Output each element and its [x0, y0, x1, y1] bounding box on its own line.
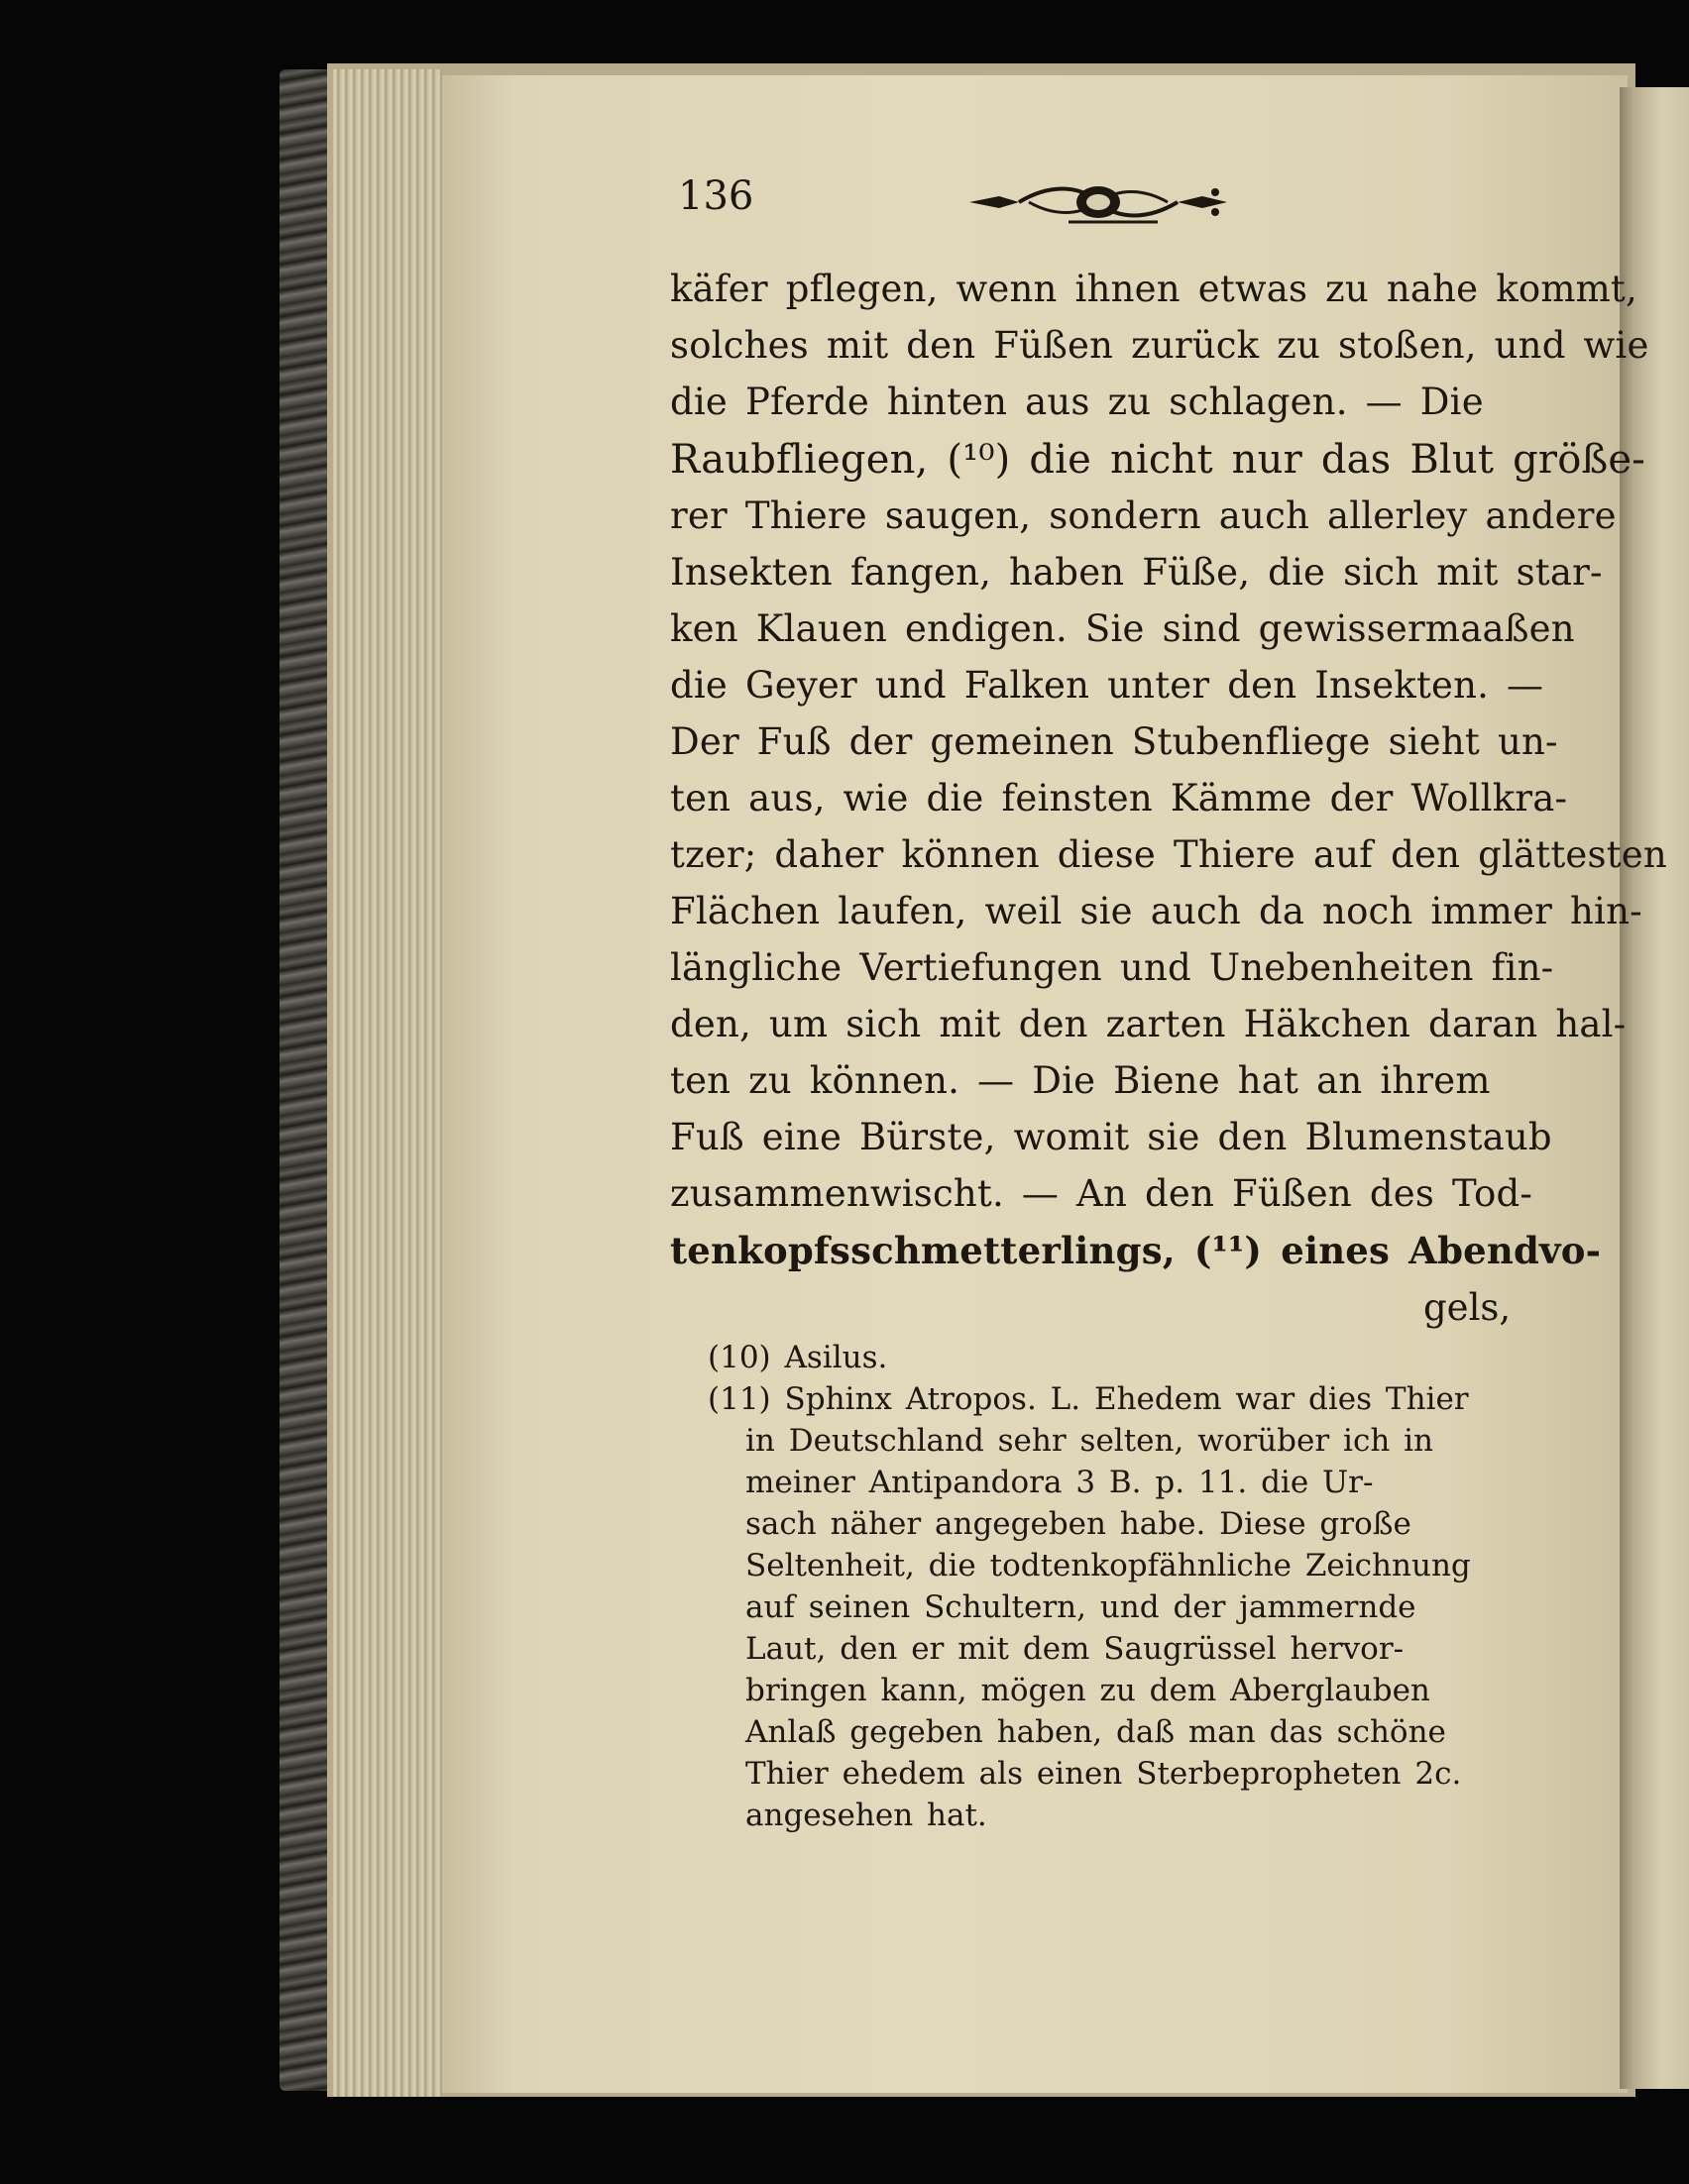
- body-line: rer Thiere saugen, sondern auch allerley andere: [670, 494, 1617, 537]
- body-line: zusammenwischt. — An den Füßen des Tod-: [670, 1172, 1533, 1215]
- footnote-line: Laut, den er mit dem Saugrüssel hervor-: [745, 1631, 1405, 1667]
- catchword: gels,: [1423, 1286, 1512, 1329]
- body-line: den, um sich mit den zarten Häkchen daran hal-: [670, 1003, 1627, 1045]
- page-number: 136: [678, 173, 754, 219]
- footnote-line: auf seinen Schultern, und der jammernde: [745, 1589, 1416, 1625]
- footnote-line: sach näher angegeben habe. Diese große: [745, 1506, 1411, 1542]
- body-line: solches mit den Füßen zurück zu stoßen, und wie: [670, 324, 1649, 367]
- ornament-icon: [959, 174, 1237, 230]
- body-line: ten aus, wie die feinsten Kämme der Wollkra-: [670, 777, 1568, 819]
- body-line: Flächen laufen, weil sie auch da noch immer hin-: [670, 890, 1642, 932]
- footnote-line: angesehen hat.: [745, 1798, 987, 1833]
- footnote-line: Anlaß gegeben haben, daß man das schöne: [745, 1714, 1446, 1750]
- body-line: längliche Vertiefungen und Unebenheiten fin-: [670, 946, 1554, 989]
- body-line: die Pferde hinten aus zu schlagen. — Die: [670, 381, 1484, 423]
- footnote-line: meiner Antipandora 3 B. p. 11. die Ur-: [745, 1465, 1374, 1500]
- footnote-line: in Deutschland sehr selten, worüber ich in: [745, 1423, 1434, 1459]
- footnote-line: Seltenheit, die todtenkopfähnliche Zeichnung: [745, 1548, 1471, 1583]
- footnote-line: Thier ehedem als einen Sterbepropheten 2c.: [745, 1756, 1462, 1792]
- body-line: Insekten fangen, haben Füße, die sich mit star-: [670, 551, 1603, 594]
- body-line: tzer; daher können diese Thiere auf den glättesten: [670, 833, 1667, 876]
- body-line: die Geyer und Falken unter den Insekten. —: [670, 664, 1544, 707]
- footnote-line: (10) Asilus.: [708, 1340, 888, 1375]
- body-line: ken Klauen endigen. Sie sind gewissermaaßen: [670, 607, 1575, 650]
- body-line: käfer pflegen, wenn ihnen etwas zu nahe kommt,: [670, 268, 1637, 310]
- body-line: Der Fuß der gemeinen Stubenfliege sieht un-: [670, 720, 1558, 763]
- body-line: ten zu können. — Die Biene hat an ihrem: [670, 1059, 1491, 1102]
- body-line: Raubfliegen, (¹⁰) die nicht nur das Blut größe-: [670, 437, 1645, 483]
- body-line: Fuß eine Bürste, womit sie den Blumenstaub: [670, 1116, 1552, 1158]
- footnote-line: (11) Sphinx Atropos. L. Ehedem war dies Thier: [708, 1381, 1469, 1417]
- footnote-line: bringen kann, mögen zu dem Aberglauben: [745, 1673, 1430, 1708]
- body-line: tenkopfsschmetterlings, (¹¹) eines Abendvo-: [670, 1229, 1602, 1272]
